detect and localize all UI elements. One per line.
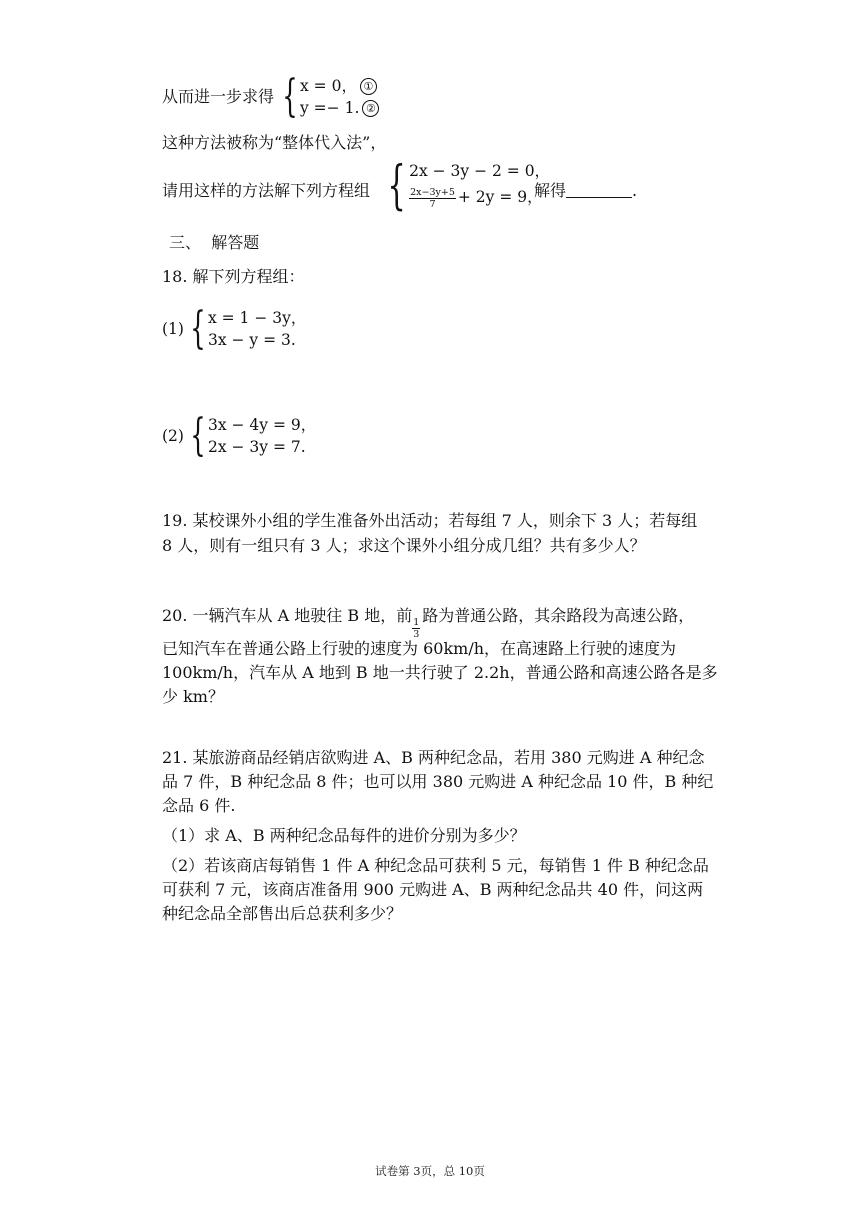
q18-part-2 — [162, 410, 317, 461]
q18-p2-eq1: 3x − 4y = 9， — [207, 416, 317, 434]
intro-line-3-prefix: 请用这样的方法解下列方程组 — [162, 181, 371, 200]
q20-line-1: 20. 一辆汽车从 A 地驶往 B 地，前 $\frac{1}{3}$ 路为普通公路，其余路段为高速公路， — [162, 606, 695, 640]
q18-part-1 — [162, 303, 307, 354]
intro-line-1-prefix: 从而进一步求得 — [162, 87, 275, 106]
intro-system-2 — [380, 156, 551, 216]
q18-p2-eq2: 2x − 3y = 7. — [207, 438, 306, 456]
intro-sys1-eq1: x = 0， ① — [300, 75, 379, 97]
q21-subquestion-1: （1）求 A、B 两种纪念品每件的进价分别为多少？ — [162, 826, 526, 845]
brace-symbol: { — [190, 303, 206, 354]
q21-line-1: 21. 某旅游商品经销店欲购进 A、B 两种纪念品，若用 380 元购进 A 种纪念 — [162, 748, 705, 767]
q20-line-4: 少 km？ — [162, 687, 224, 706]
q18-p1-eq2: 3x − y = 3. — [207, 331, 296, 349]
fraction-one-third: $\frac{1}{3}$ — [413, 617, 420, 640]
circled-two-mark: ② — [362, 100, 379, 117]
fraction: $\frac{2x-3y+5}{7}$ — [410, 186, 455, 210]
page-footer: 试卷第 3页，总 10页 — [375, 1164, 485, 1178]
brace-symbol: { — [387, 156, 406, 216]
section-heading: 三、 解答题 — [169, 233, 260, 252]
intro-system-1 — [276, 71, 379, 122]
circled-one-mark: ① — [360, 78, 377, 95]
answer-blank[interactable] — [566, 183, 632, 198]
q21-subquestion-2-line-1: （2）若该商店每销售 1 件 A 种纪念品可获利 5 元，每销售 1 件 B 种纪念品 — [162, 856, 709, 875]
q20-line-3: 100km/h，汽车从 A 地到 B 地一共行驶了 2.2h，普通公路和高速公路各是多 — [162, 663, 718, 682]
brace-symbol: { — [190, 410, 206, 461]
intro-line-3-suffix: 解得 . — [534, 181, 638, 200]
q20-line-2: 已知汽车在普通公路上行驶的速度为 60km/h，在高速路上行驶的速度为 — [162, 639, 677, 658]
q18-part-1-label: (1) — [162, 320, 184, 338]
intro-sys2-eq2: $\frac{2x-3y+5}{7}$ + 2y = 9， — [410, 186, 543, 210]
brace-symbol: { — [282, 71, 298, 122]
q21-line-3: 念品 6 件. — [162, 796, 236, 815]
q18-p1-eq1: x = 1 − 3y， — [207, 309, 307, 327]
intro-sys1-eq2: y =− 1. ② — [300, 97, 379, 119]
intro-line-2: 这种方法被称为“整体代入法”， — [162, 133, 387, 152]
q21-subquestion-2-line-2: 可获利 7 元，该商店准备用 900 元购进 A、B 两种纪念品共 40 件，问这两 — [162, 880, 704, 899]
q18-part-2-label: (2) — [162, 427, 184, 445]
q19-line-1: 19. 某校课外小组的学生准备外出活动；若每组 7 人，则余下 3 人；若每组 — [162, 511, 698, 530]
q21-subquestion-2-line-3: 种纪念品全部售出后总获利多少？ — [162, 904, 403, 923]
intro-sys2-eq1: 2x − 3y − 2 = 0， — [409, 162, 551, 180]
q18-stem: 18. 解下列方程组： — [162, 267, 305, 286]
q21-line-2: 品 7 件，B 种纪念品 8 件；也可以用 380 元购进 A 种纪念品 10 件，B 种纪 — [162, 772, 714, 791]
q19-line-2: 8 人，则有一组只有 3 人；求这个课外小组分成几组？共有多少人？ — [162, 536, 646, 555]
